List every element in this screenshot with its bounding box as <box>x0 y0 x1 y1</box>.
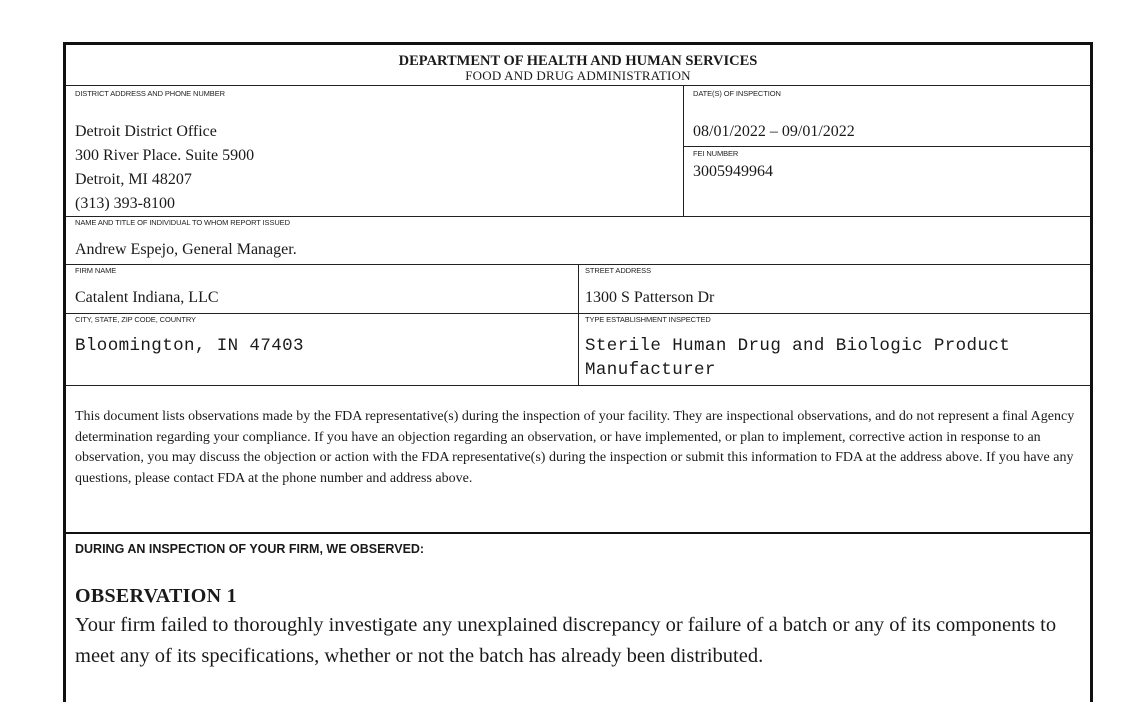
inspection-dates: 08/01/2022 – 09/01/2022 <box>693 123 855 140</box>
district-city: Detroit, MI 48207 <box>75 171 192 188</box>
city-caption: CITY, STATE, ZIP CODE, COUNTRY <box>75 315 196 324</box>
observation-text: Your firm failed to thoroughly investigate any unexplained discrepancy or failure of a batch or any of its components to meet any of its specifications, whether or not the batch has already been distributed. <box>75 614 1057 667</box>
rule-notice <box>66 532 1090 534</box>
fda-483-form <box>63 42 1093 702</box>
rule-header <box>66 85 1090 86</box>
fei-caption: FEI NUMBER <box>693 149 739 158</box>
department-title: DEPARTMENT OF HEALTH AND HUMAN SERVICES <box>398 53 758 69</box>
establishment-type-line2: Manufacturer <box>585 360 716 380</box>
observation-title: OBSERVATION 1 <box>75 585 237 607</box>
firm-name: Catalent Indiana, LLC <box>75 289 219 306</box>
divider-firm <box>578 264 579 385</box>
street-caption: STREET ADDRESS <box>585 266 651 275</box>
city-value: Bloomington, IN 47403 <box>75 336 304 356</box>
rule-dates <box>683 146 1090 147</box>
fei-number: 3005949964 <box>693 163 773 180</box>
observed-heading: DURING AN INSPECTION OF YOUR FIRM, WE OBSERVED: <box>75 542 425 556</box>
dates-caption: DATE(S) OF INSPECTION <box>693 89 781 98</box>
divider-district <box>683 85 684 216</box>
recipient-caption: NAME AND TITLE OF INDIVIDUAL TO WHOM REPORT ISSUED <box>75 218 290 227</box>
firm-caption: FIRM NAME <box>75 266 117 275</box>
district-phone: (313) 393-8100 <box>75 195 175 212</box>
establishment-caption: TYPE ESTABLISHMENT INSPECTED <box>585 315 711 324</box>
district-caption: DISTRICT ADDRESS AND PHONE NUMBER <box>75 89 225 98</box>
rule-city <box>66 385 1090 386</box>
establishment-type-line1: Sterile Human Drug and Biologic Product <box>585 336 1011 356</box>
agency-subtitle: FOOD AND DRUG ADMINISTRATION <box>465 68 691 83</box>
district-office: Detroit District Office <box>75 123 217 140</box>
district-street: 300 River Place. Suite 5900 <box>75 147 255 164</box>
disclaimer-paragraph: This document lists observations made by the FDA representative(s) during the inspection of your facility. They are inspectional observations, and do not represent a final Agency determination regarding your compliance. If you have an objection regarding an observation, or have implemented, or plan to implement, corrective action in response to an observation, you may discuss the objection or action with the FDA representative(s) during the inspection or submit this information to FDA at the address above. If you have any questions, please contact FDA at the phone number and address above. <box>75 409 1075 486</box>
rule-district <box>66 216 1090 217</box>
street-address: 1300 S Patterson Dr <box>585 289 715 306</box>
recipient-name: Andrew Espejo, General Manager. <box>75 241 297 258</box>
